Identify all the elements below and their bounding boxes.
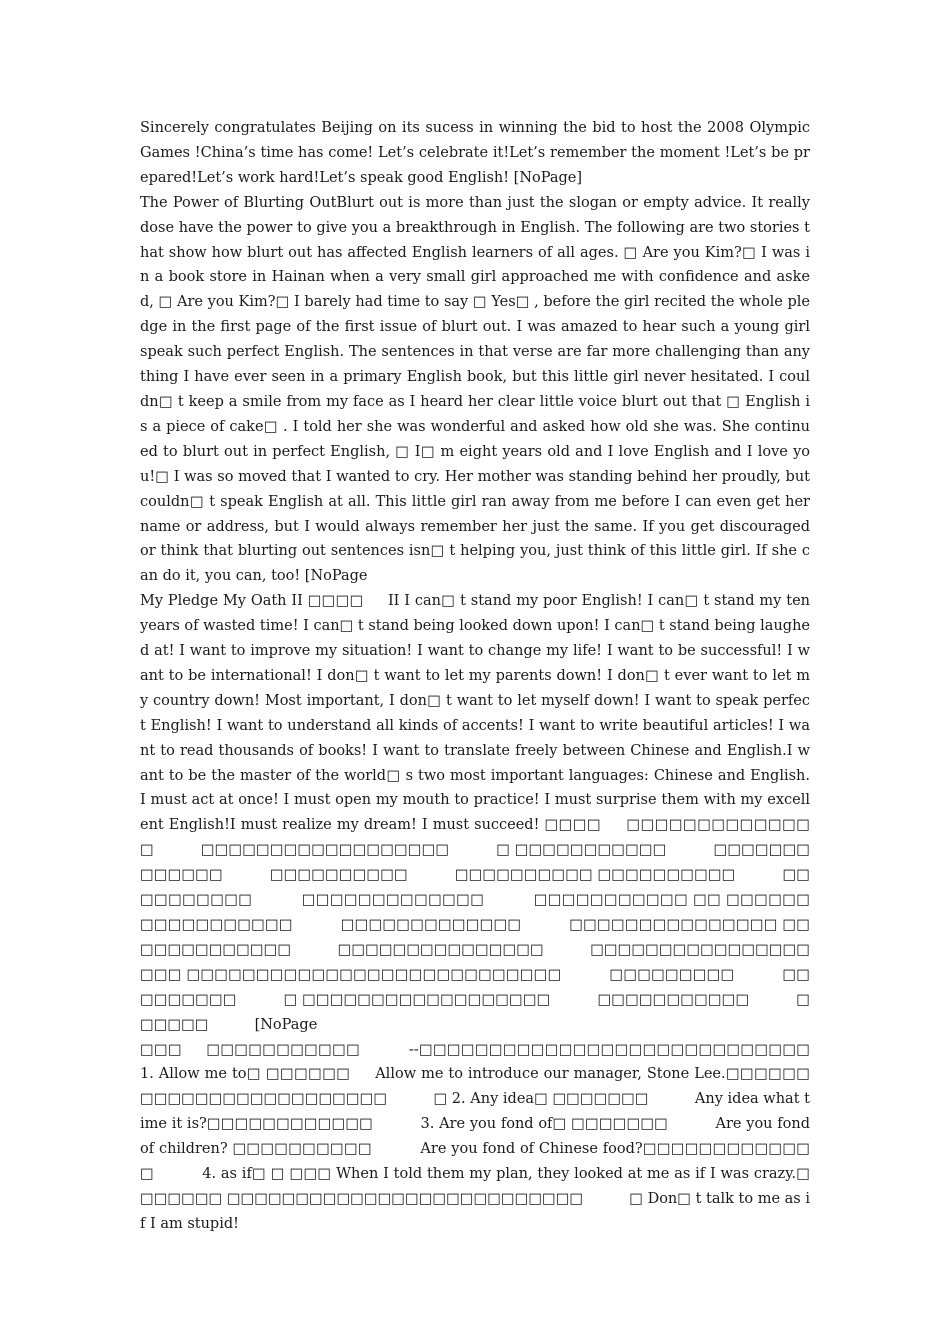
paragraph-pledge: My Pledge My Oath II □□□□ II I can□ t stand my poor English! I can□ t stand my ten years of wasted time! I can□ t stand being looked down upon! I can□ t stand being laughed at! I want to improve my situation! I want to change my life! I want to be successful! I want to be international! I don□ t want to let my parents down! I don□ t ever want to let my country down! Most important, I don□ t want to let myself down! I want to speak perfect English! I want to understand all kinds of accents! I want to write beautiful articles! I want to read thousands of books! I want to translate freely between Chinese and English.I want to be the master of the world□ s two most important languages: Chinese and English. I must act at once! I must open my mouth to practice! I must surprise them with my excellent English!I must realize my dream! I must succeed! □□□□ □□□□□□□□□□□□□□ □□□□□□□□□□□□□□□□□□ □ □□□□□□□□□□□ □□□□□□□□□□□□□ □□□□□□□□□□ □□□□□□□□□□ □□□□□□□□□□ □□□□□□□□□□ □□□□□□□□□□□□□ □□□□□□□□□□□ □□ □□□□□□ □□□□□□□□□□□ □□□□□□□□□□□□□ □□□□□□□□□□□□□□□ □□□□□□□□□□□□□ □□□□□□□□□□□□□□□ □□□□□□□□□□□□□□□□□□□ □□□□□□□□□□□□□□□□□□□□□□□□□□□ □□□□□□□□□ □□□□□□□□□ □ □□□□□□□□□□□□□□□□□□ □□□□□□□□□□□ □□□□□□ [NoPage	[140, 593, 834, 1033]
document-body	[140, 116, 857, 1237]
paragraph-phrases: □□□ □□□□□□□□□□□ --□□□□□□□□□□□□□□□□□□□□□□□□□□□□ 1. Allow me to□ □□□□□□ Allow me to introduce our manager, Stone Lee.□□□□□□ □□□□□□□□□□□□□□□□□□ □ 2. Any idea□ □□□□□□□ Any idea what time it is?□□□□□□□□□□□□ 3. Are you fond of□ □□□□□□□ Are you fond of children? □□□□□□□□□□ Are you fond of Chinese food?□□□□□□□□□□□□□ 4. as if□ □ □□□ When I told them my plan, they looked at me as if I was crazy.□□□□□□□ □□□□□□□□□□□□□□□□□□□□□□□□□□ □ Don□ t talk to me as if I am stupid!	[140, 1041, 857, 1232]
paragraph-blurting-out: The Power of Blurting OutBlurt out is more than just the slogan or empty advice. It really dose have the power to give you a breakthrough in English. The following are two stories that show how blurt out has affected English learners of all ages. □ Are you Kim?□ I was in a book store in Hainan when a very small girl approached me with confidence and asked, □ Are you Kim?□ I barely had time to say □ Yes□ , before the girl recited the whole pledge in the first page of the first issue of blurt out. I was amazed to hear such a young girl speak such perfect English. The sentences in that verse are far more challenging than anything I have ever seen in a primary English book, but this little girl never hesitated. I couldn□ t keep a smile from my face as I heard her clear little voice blurt out that □ English is a piece of cake□ . I told her she was wonderful and asked how old she was. She continued to blurt out in perfect English, □ I□ m eight years old and I love English and I love you!□ I was so moved that I wanted to cry. Her mother was standing behind her proudly, but couldn□ t speak English at all. This little girl ran away from me before I can even get her name or address, but I would always remember her just the same. If you get discouraged or think that blurting out sentences isn□ t helping you, just think of this little girl. If she can do it, you can, too! [NoPage	[140, 194, 815, 585]
paragraph-olympic: Sincerely congratulates Beijing on its sucess in winning the bid to host the 2008 Olympic Games !China’s time has come! Let’s celebrate it!Let’s remember the moment !Let’s be prepared!Let’s work hard!Let’s speak good English! [NoPage]	[140, 120, 815, 186]
